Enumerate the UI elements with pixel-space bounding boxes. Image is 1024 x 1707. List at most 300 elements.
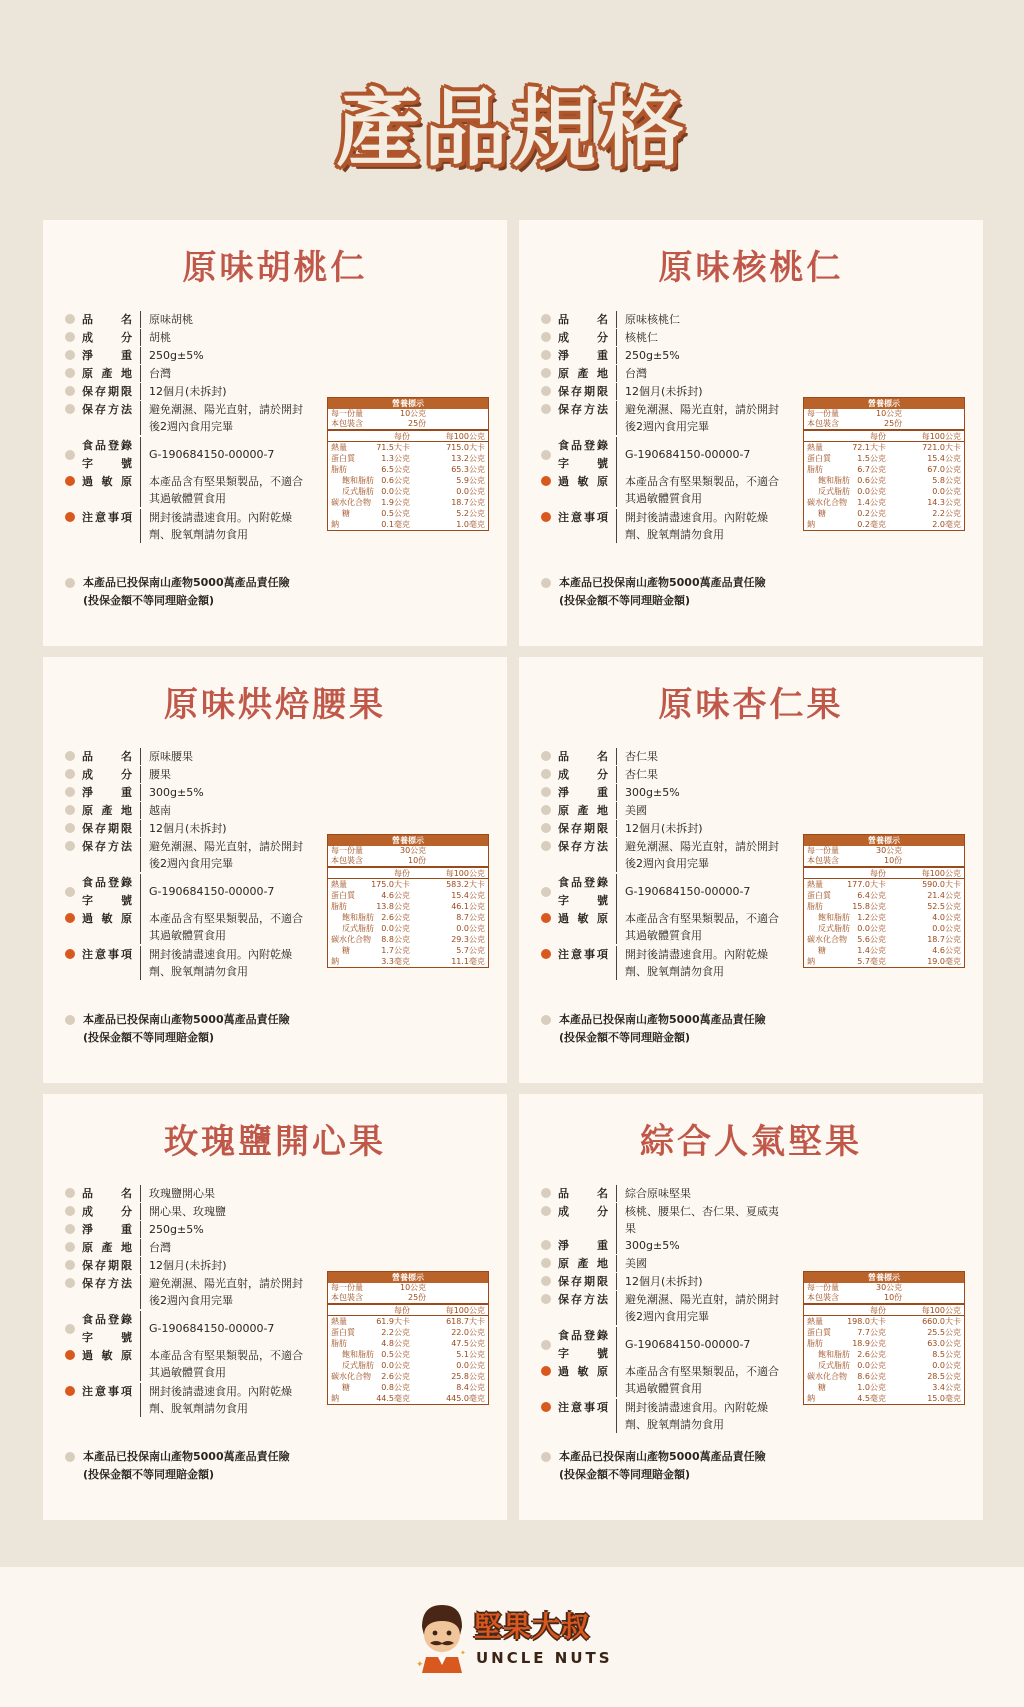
nutrition-per-100g: 11.1毫克 <box>451 957 485 966</box>
nutrition-label: 碳水化合物 <box>807 935 847 944</box>
nutrition-row <box>804 1360 964 1371</box>
nutrition-row <box>804 475 964 486</box>
spec-row <box>65 1203 305 1221</box>
nutrition-per-serving: 13.8公克 <box>376 902 410 911</box>
product-card <box>519 657 983 1083</box>
spec-value: 12個月(未拆封) <box>140 820 305 837</box>
spec-label: 原產地 <box>82 804 132 817</box>
nutrition-per-100g: 13.2公克 <box>451 454 485 463</box>
nutrition-label: 糖 <box>818 1383 826 1392</box>
spec-value: 避免潮濕、陽光直射，請於開封後2週內食用完畢 <box>616 838 781 872</box>
nutrition-row <box>328 956 488 967</box>
nutrition-label: 脂肪 <box>331 902 347 911</box>
bullet-dot-icon <box>541 1276 551 1286</box>
spec-value: 本產品含有堅果類製品，不適合其過敏體質食用 <box>616 1363 781 1397</box>
spec-label: 保存期限 <box>558 822 608 835</box>
nutrition-row <box>804 923 964 934</box>
nutrition-row <box>328 1349 488 1360</box>
spec-value: 12個月(未拆封) <box>140 1257 305 1274</box>
nutrition-row <box>328 508 488 519</box>
spec-value: 開封後請盡速食用。內附乾燥劑、脫氧劑請勿食用 <box>616 946 781 980</box>
nutrition-per-100g: 0.0公克 <box>932 487 961 496</box>
spec-row <box>541 329 781 347</box>
nutrition-label: 反式脂肪 <box>818 1361 850 1370</box>
nutrition-row <box>804 901 964 912</box>
nutrition-row <box>804 464 964 475</box>
spec-value: 核桃、腰果仁、杏仁果、夏威夷果 <box>616 1203 781 1237</box>
nutrition-header: 營養標示 <box>328 835 488 846</box>
insurance-note <box>541 1011 766 1047</box>
nutrition-row <box>328 923 488 934</box>
nutrition-per-100g: 4.6公克 <box>932 946 961 955</box>
insurance-note <box>65 1448 290 1484</box>
nutrition-label: 鈉 <box>807 957 815 966</box>
bullet-dot-icon <box>65 751 75 761</box>
nutrition-table <box>327 397 489 531</box>
nutrition-serving: 每一份量 本包裝含 10公克 25份 <box>328 1283 488 1305</box>
spec-row <box>541 437 781 473</box>
spec-value: 250g±5% <box>140 1221 305 1238</box>
nutrition-per-100g: 28.5公克 <box>927 1372 961 1381</box>
bullet-dot-icon <box>65 1278 75 1288</box>
spec-row <box>65 1347 305 1383</box>
spec-row <box>541 1399 781 1435</box>
spec-value: 本產品含有堅果類製品，不適合其過敏體質食用 <box>616 910 781 944</box>
spec-value: 本產品含有堅果類製品，不適合其過敏體質食用 <box>140 1347 305 1381</box>
spec-label: 原產地 <box>558 367 608 380</box>
spec-row <box>541 1185 781 1203</box>
bullet-dot-icon <box>65 1224 75 1234</box>
spec-row <box>65 437 305 473</box>
nutrition-per-100g: 0.0公克 <box>932 1361 961 1370</box>
spec-list <box>541 1185 781 1435</box>
nutrition-row <box>328 1382 488 1393</box>
spec-list <box>65 311 305 545</box>
bullet-dot-icon <box>65 368 75 378</box>
spec-label: 成 分 <box>82 331 132 344</box>
bullet-dot-icon <box>541 1340 551 1350</box>
nutrition-row <box>328 442 488 453</box>
spec-row <box>65 820 305 838</box>
spec-label: 淨 重 <box>558 786 608 799</box>
bullet-dot-icon <box>541 787 551 797</box>
nutrition-label: 碳水化合物 <box>331 498 371 507</box>
spec-label: 原產地 <box>82 367 132 380</box>
nutrition-row <box>804 497 964 508</box>
product-card <box>43 657 507 1083</box>
nutrition-row <box>328 1327 488 1338</box>
spec-label: 保存方法 <box>558 840 608 853</box>
bullet-dot-icon <box>65 887 75 897</box>
nutrition-per-100g: 15.4公克 <box>451 891 485 900</box>
nutrition-per-serving: 71.5大卡 <box>376 443 410 452</box>
nutrition-label: 碳水化合物 <box>331 1372 371 1381</box>
bullet-dot-icon <box>65 1206 75 1216</box>
spec-value: 開封後請盡速食用。內附乾燥劑、脫氧劑請勿食用 <box>616 1399 781 1433</box>
nutrition-per-serving: 177.0大卡 <box>847 880 886 889</box>
nutrition-per-100g: 15.0毫克 <box>927 1394 961 1403</box>
spec-label: 過敏原 <box>82 912 132 925</box>
spec-value: 台灣 <box>140 365 305 382</box>
spec-label: 過敏原 <box>558 1365 608 1378</box>
spec-value: 12個月(未拆封) <box>140 383 305 400</box>
nutrition-per-100g: 660.0大卡 <box>922 1317 961 1326</box>
nutrition-per-serving: 18.9公克 <box>852 1339 886 1348</box>
nutrition-per-serving: 8.8公克 <box>381 935 410 944</box>
bullet-dot-icon <box>541 512 551 522</box>
nutrition-row <box>328 945 488 956</box>
spec-value: 玫瑰鹽開心果 <box>140 1185 305 1202</box>
spec-value: 避免潮濕、陽光直射，請於開封後2週內食用完畢 <box>140 1275 305 1309</box>
nutrition-per-100g: 8.7公克 <box>456 913 485 922</box>
bullet-dot-icon <box>65 314 75 324</box>
spec-value: 避免潮濕、陽光直射，請於開封後2週內食用完畢 <box>616 1291 781 1325</box>
nutrition-per-100g: 18.7公克 <box>927 935 961 944</box>
spec-row <box>65 329 305 347</box>
brand-name-cn: 堅果大叔 <box>474 1610 591 1643</box>
nutrition-label: 碳水化合物 <box>331 935 371 944</box>
nutrition-per-100g: 47.5公克 <box>451 1339 485 1348</box>
spec-value: 原味腰果 <box>140 748 305 765</box>
bullet-dot-icon <box>65 1452 75 1462</box>
spec-label: 保存方法 <box>82 403 132 416</box>
nutrition-label: 反式脂肪 <box>818 487 850 496</box>
bullet-dot-icon <box>541 1294 551 1304</box>
nutrition-per-100g: 0.0公克 <box>932 924 961 933</box>
nutrition-row <box>328 497 488 508</box>
nutrition-label: 飽和脂肪 <box>342 1350 374 1359</box>
bullet-dot-icon <box>65 450 75 460</box>
spec-value: 300g±5% <box>616 1237 781 1254</box>
nutrition-row <box>804 1316 964 1327</box>
nutrition-columns: 每份 每100公克 <box>804 431 964 442</box>
spec-label: 過敏原 <box>558 912 608 925</box>
spec-label: 過敏原 <box>82 475 132 488</box>
spec-label: 成 分 <box>82 1205 132 1218</box>
spec-label: 過敏原 <box>82 1349 132 1362</box>
bullet-dot-icon <box>65 386 75 396</box>
spec-value: 本產品含有堅果類製品，不適合其過敏體質食用 <box>140 910 305 944</box>
nutrition-per-serving: 2.6公克 <box>381 913 410 922</box>
insurance-note <box>541 1448 766 1484</box>
nutrition-per-serving: 6.4公克 <box>857 891 886 900</box>
bullet-dot-icon <box>65 805 75 815</box>
nutrition-label: 糖 <box>342 509 350 518</box>
nutrition-per-100g: 0.0公克 <box>456 924 485 933</box>
spec-label: 淨 重 <box>82 786 132 799</box>
spec-row <box>541 946 781 982</box>
nutrition-per-100g: 583.2大卡 <box>446 880 485 889</box>
svg-text:✦: ✦ <box>460 1649 466 1657</box>
nutrition-per-100g: 8.5公克 <box>932 1350 961 1359</box>
spec-label: 品 名 <box>558 750 608 763</box>
nutrition-label: 鈉 <box>331 957 339 966</box>
bullet-dot-icon <box>541 1402 551 1412</box>
nutrition-row <box>804 508 964 519</box>
spec-label: 原產地 <box>558 804 608 817</box>
spec-value: 杏仁果 <box>616 748 781 765</box>
spec-row <box>65 838 305 874</box>
bullet-dot-icon <box>541 887 551 897</box>
nutrition-label: 飽和脂肪 <box>818 476 850 485</box>
spec-label: 注意事項 <box>82 1385 132 1398</box>
insurance-line: 本產品已投保南山產物5000萬產品責任險 <box>83 1450 290 1463</box>
spec-label: 保存期限 <box>82 822 132 835</box>
bullet-dot-icon <box>541 578 551 588</box>
nutrition-serving: 每一份量 本包裝含 10公克 25份 <box>328 409 488 431</box>
nutrition-label: 糖 <box>342 1383 350 1392</box>
spec-label: 成 分 <box>558 768 608 781</box>
spec-label: 注意事項 <box>558 511 608 524</box>
spec-label: 注意事項 <box>82 511 132 524</box>
spec-row <box>65 1257 305 1275</box>
spec-value: 胡桃 <box>140 329 305 346</box>
bullet-dot-icon <box>65 476 75 486</box>
nutrition-label: 蛋白質 <box>807 891 831 900</box>
nutrition-per-100g: 1.0毫克 <box>456 520 485 529</box>
nutrition-per-serving: 1.7公克 <box>381 946 410 955</box>
nutrition-per-serving: 1.3公克 <box>381 454 410 463</box>
spec-row <box>541 1255 781 1273</box>
spec-value: 避免潮濕、陽光直射，請於開封後2週內食用完畢 <box>140 401 305 435</box>
spec-value: 250g±5% <box>616 347 781 364</box>
nutrition-per-100g: 2.2公克 <box>932 509 961 518</box>
bullet-dot-icon <box>541 751 551 761</box>
spec-row <box>541 766 781 784</box>
nutrition-per-100g: 3.4公克 <box>932 1383 961 1392</box>
spec-row <box>65 784 305 802</box>
nutrition-label: 蛋白質 <box>331 891 355 900</box>
bullet-dot-icon <box>65 787 75 797</box>
nutrition-table <box>327 834 489 968</box>
spec-value: G-190684150-00000-7 <box>140 437 305 473</box>
nutrition-per-serving: 0.5公克 <box>381 1350 410 1359</box>
spec-value: 本產品含有堅果類製品，不適合其過敏體質食用 <box>140 473 305 507</box>
bullet-dot-icon <box>541 1188 551 1198</box>
spec-value: 核桃仁 <box>616 329 781 346</box>
nutrition-per-serving: 4.6公克 <box>381 891 410 900</box>
bullet-dot-icon <box>541 823 551 833</box>
bullet-dot-icon <box>541 1258 551 1268</box>
spec-value: 12個月(未拆封) <box>616 820 781 837</box>
nutrition-row <box>328 1316 488 1327</box>
nutrition-row <box>328 464 488 475</box>
spec-value: G-190684150-00000-7 <box>140 1311 305 1347</box>
spec-row <box>541 1237 781 1255</box>
nutrition-label: 脂肪 <box>807 902 823 911</box>
nutrition-per-serving: 0.6公克 <box>857 476 886 485</box>
nutrition-label: 反式脂肪 <box>342 487 374 496</box>
nutrition-row <box>328 1371 488 1382</box>
spec-row <box>541 838 781 874</box>
nutrition-per-100g: 25.5公克 <box>927 1328 961 1337</box>
bullet-dot-icon <box>65 1015 75 1025</box>
nutrition-table <box>803 397 965 531</box>
product-title: 原味杏仁果 <box>658 685 844 725</box>
bullet-dot-icon <box>541 450 551 460</box>
nutrition-per-100g: 18.7公克 <box>451 498 485 507</box>
spec-value: 300g±5% <box>616 784 781 801</box>
insurance-line: (投保金額不等同理賠金額) <box>83 1031 215 1044</box>
spec-list <box>65 1185 305 1419</box>
nutrition-per-serving: 4.5毫克 <box>857 1394 886 1403</box>
spec-label: 保存方法 <box>558 1293 608 1306</box>
product-title: 原味烘焙腰果 <box>164 685 386 725</box>
bullet-dot-icon <box>541 1015 551 1025</box>
nutrition-header: 營養標示 <box>328 1272 488 1283</box>
nutrition-per-100g: 46.1公克 <box>451 902 485 911</box>
nutrition-label: 反式脂肪 <box>342 1361 374 1370</box>
spec-row <box>541 401 781 437</box>
nutrition-row <box>804 486 964 497</box>
spec-list <box>541 311 781 545</box>
spec-value: 本產品含有堅果類製品，不適合其過敏體質食用 <box>616 473 781 507</box>
spec-label: 食品登錄 字 號 <box>558 1329 608 1360</box>
nutrition-per-100g: 63.0公克 <box>927 1339 961 1348</box>
uncle-mascot-icon <box>416 1601 468 1673</box>
nutrition-per-serving: 2.6公克 <box>857 1350 886 1359</box>
nutrition-row <box>328 890 488 901</box>
nutrition-per-serving: 175.0大卡 <box>371 880 410 889</box>
spec-label: 注意事項 <box>558 948 608 961</box>
insurance-line: 本產品已投保南山產物5000萬產品責任險 <box>83 1013 290 1026</box>
nutrition-label: 鈉 <box>807 520 815 529</box>
bullet-dot-icon <box>65 1386 75 1396</box>
nutrition-label: 反式脂肪 <box>342 924 374 933</box>
nutrition-label: 熱量 <box>807 443 823 452</box>
bullet-dot-icon <box>65 404 75 414</box>
nutrition-serving: 每一份量 本包裝含 30公克 10份 <box>804 1283 964 1305</box>
nutrition-per-serving: 0.2公克 <box>857 509 886 518</box>
bullet-dot-icon <box>541 1366 551 1376</box>
insurance-line: (投保金額不等同理賠金額) <box>559 1468 691 1481</box>
nutrition-label: 飽和脂肪 <box>342 476 374 485</box>
nutrition-row <box>804 1327 964 1338</box>
spec-value: 開封後請盡速食用。內附乾燥劑、脫氧劑請勿食用 <box>616 509 781 543</box>
spec-label: 品 名 <box>82 313 132 326</box>
spec-value: 開封後請盡速食用。內附乾燥劑、脫氧劑請勿食用 <box>140 946 305 980</box>
nutrition-columns: 每份 每100公克 <box>328 868 488 879</box>
nutrition-row <box>804 890 964 901</box>
product-card <box>519 1094 983 1520</box>
bullet-dot-icon <box>541 368 551 378</box>
spec-label: 保存方法 <box>558 403 608 416</box>
bullet-dot-icon <box>65 1260 75 1270</box>
nutrition-per-100g: 5.9公克 <box>456 476 485 485</box>
bullet-dot-icon <box>65 949 75 959</box>
brand-name-en: UNCLE NUTS <box>476 1649 613 1667</box>
nutrition-per-100g: 4.0公克 <box>932 913 961 922</box>
nutrition-per-100g: 0.0公克 <box>456 1361 485 1370</box>
nutrition-columns: 每份 每100公克 <box>804 1305 964 1316</box>
spec-row <box>65 473 305 509</box>
nutrition-label: 蛋白質 <box>331 1328 355 1337</box>
nutrition-per-serving: 0.6公克 <box>381 476 410 485</box>
nutrition-per-100g: 52.5公克 <box>927 902 961 911</box>
nutrition-per-serving: 0.8公克 <box>381 1383 410 1392</box>
nutrition-per-serving: 0.0公克 <box>381 487 410 496</box>
spec-row <box>65 311 305 329</box>
nutrition-per-100g: 5.1公克 <box>456 1350 485 1359</box>
bullet-dot-icon <box>65 841 75 851</box>
spec-row <box>541 509 781 545</box>
product-title: 玫瑰鹽開心果 <box>164 1122 386 1162</box>
nutrition-label: 蛋白質 <box>331 454 355 463</box>
spec-row <box>65 365 305 383</box>
nutrition-per-serving: 0.5公克 <box>381 509 410 518</box>
spec-row <box>65 383 305 401</box>
spec-row <box>541 820 781 838</box>
bullet-dot-icon <box>65 913 75 923</box>
spec-row <box>541 1273 781 1291</box>
nutrition-per-100g: 0.0公克 <box>456 487 485 496</box>
nutrition-label: 鈉 <box>331 520 339 529</box>
bullet-dot-icon <box>541 404 551 414</box>
spec-value: 12個月(未拆封) <box>616 383 781 400</box>
nutrition-row <box>804 956 964 967</box>
nutrition-label: 飽和脂肪 <box>818 1350 850 1359</box>
insurance-line: (投保金額不等同理賠金額) <box>83 1468 215 1481</box>
spec-row <box>541 1363 781 1399</box>
spec-label: 成 分 <box>558 1205 608 1218</box>
nutrition-per-serving: 61.9大卡 <box>376 1317 410 1326</box>
nutrition-per-serving: 6.5公克 <box>381 465 410 474</box>
spec-row <box>65 1221 305 1239</box>
nutrition-per-100g: 5.2公克 <box>456 509 485 518</box>
nutrition-label: 脂肪 <box>807 1339 823 1348</box>
bullet-dot-icon <box>65 1188 75 1198</box>
spec-value: 原味胡桃 <box>140 311 305 328</box>
nutrition-row <box>804 934 964 945</box>
nutrition-per-serving: 0.1毫克 <box>381 520 410 529</box>
spec-label: 保存期限 <box>82 385 132 398</box>
spec-row <box>541 365 781 383</box>
nutrition-per-serving: 1.2公克 <box>857 913 886 922</box>
nutrition-header: 營養標示 <box>804 1272 964 1283</box>
spec-list <box>65 748 305 982</box>
nutrition-per-serving: 2.2公克 <box>381 1328 410 1337</box>
nutrition-columns: 每份 每100公克 <box>328 1305 488 1316</box>
nutrition-table <box>803 1271 965 1405</box>
product-title: 原味核桃仁 <box>658 248 844 288</box>
nutrition-per-100g: 25.8公克 <box>451 1372 485 1381</box>
insurance-line: 本產品已投保南山產物5000萬產品責任險 <box>559 1013 766 1026</box>
nutrition-row <box>328 486 488 497</box>
bullet-dot-icon <box>65 1242 75 1252</box>
bullet-dot-icon <box>65 823 75 833</box>
spec-row <box>65 1185 305 1203</box>
spec-value: G-190684150-00000-7 <box>616 1327 781 1363</box>
nutrition-per-100g: 29.3公克 <box>451 935 485 944</box>
nutrition-per-100g: 21.4公克 <box>927 891 961 900</box>
bullet-dot-icon <box>541 314 551 324</box>
nutrition-per-100g: 22.0公克 <box>451 1328 485 1337</box>
nutrition-label: 蛋白質 <box>807 454 831 463</box>
nutrition-per-100g: 65.3公克 <box>451 465 485 474</box>
spec-value: 開封後請盡速食用。內附乾燥劑、脫氧劑請勿食用 <box>140 1383 305 1417</box>
page-title: 產品規格 <box>335 80 688 178</box>
spec-label: 食品登錄 字 號 <box>558 876 608 907</box>
bullet-dot-icon <box>541 913 551 923</box>
nutrition-per-serving: 1.4公克 <box>857 498 886 507</box>
bullet-dot-icon <box>65 350 75 360</box>
nutrition-label: 糖 <box>818 509 826 518</box>
insurance-line: 本產品已投保南山產物5000萬產品責任險 <box>559 1450 766 1463</box>
spec-row <box>65 748 305 766</box>
nutrition-label: 糖 <box>342 946 350 955</box>
spec-value: 300g±5% <box>140 784 305 801</box>
spec-row <box>541 1291 781 1327</box>
